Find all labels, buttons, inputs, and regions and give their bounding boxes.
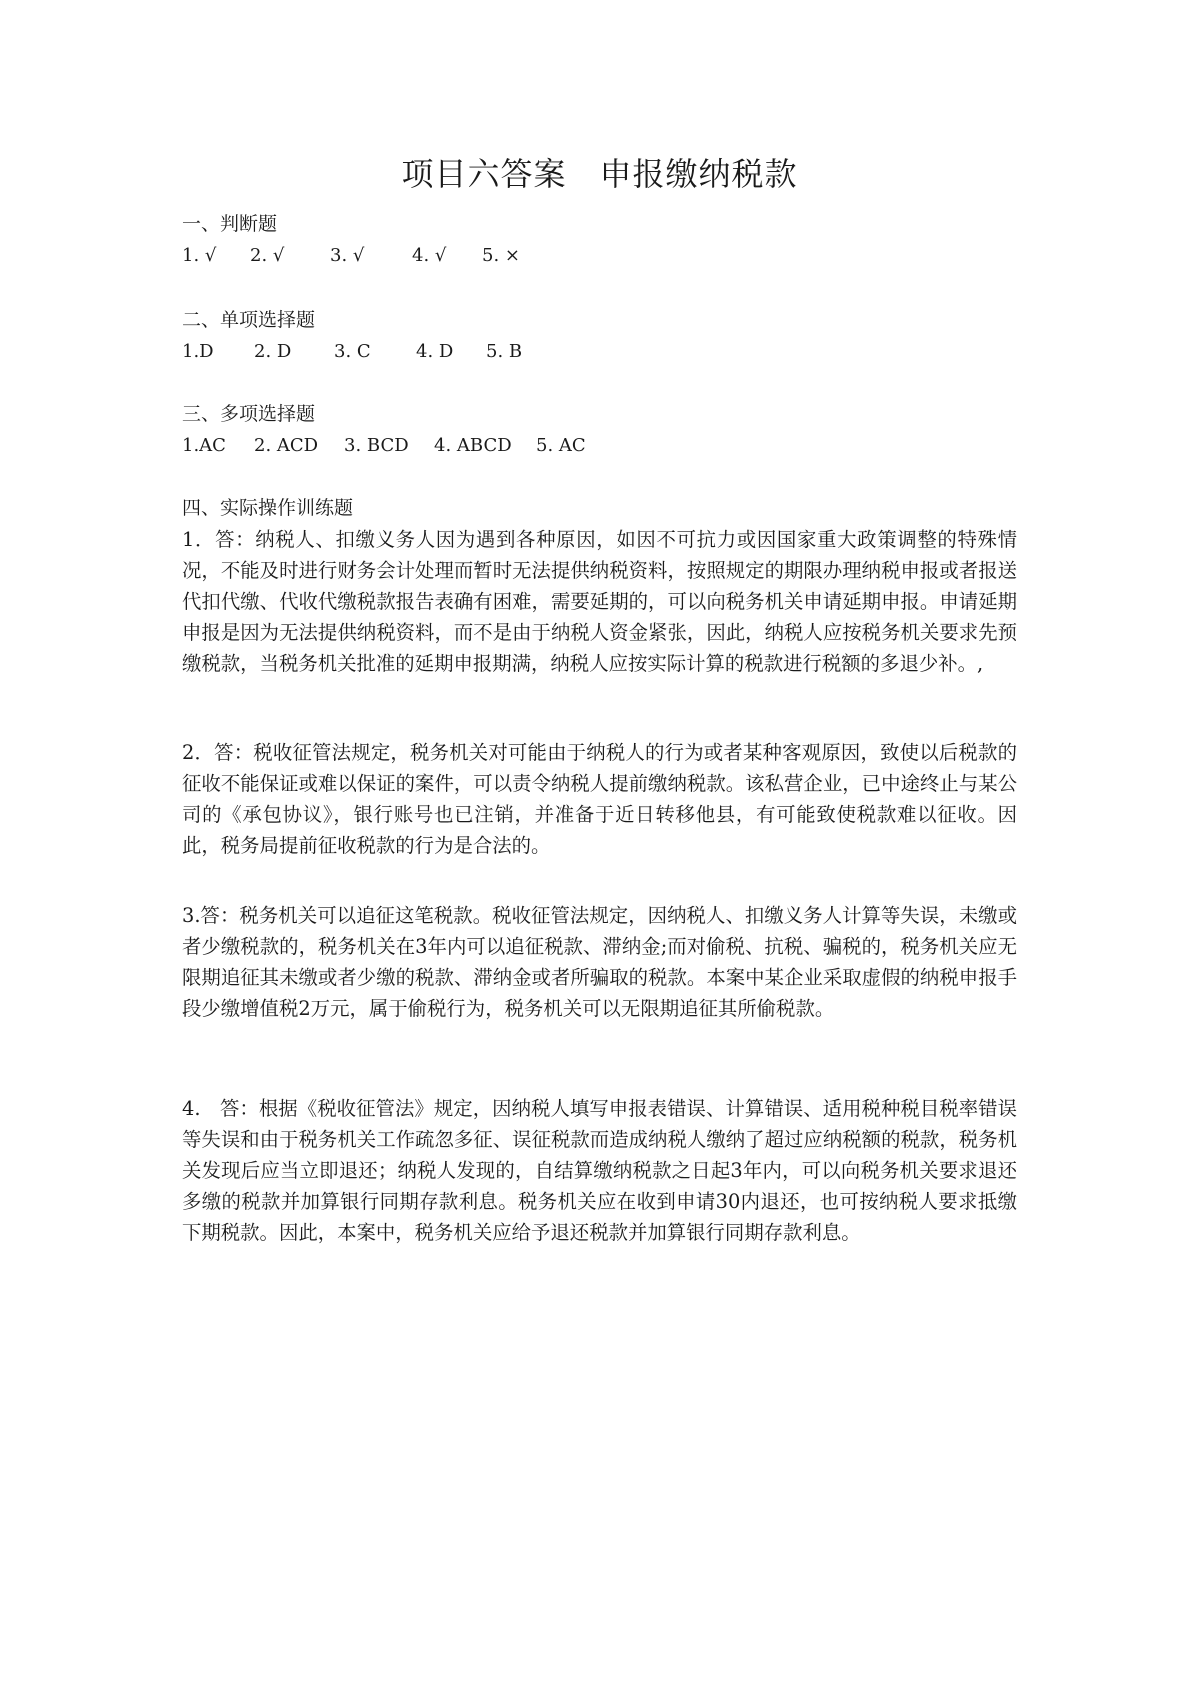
section-multiple-choice <box>182 398 1017 462</box>
answer-item: 4. D <box>416 341 454 362</box>
answer-block-3 <box>182 900 1017 1024</box>
section-practical-training <box>182 492 1017 679</box>
answer-paragraph-2: 2．答：税收征管法规定，税务机关对可能由于纳税人的行为或者某种客观原因，致使以后税款的征收不能保证或难以保证的案件，可以责令纳税人提前缴纳税款。该私营企业，已中途终止与某公司的《承包协议》，银行账号也已注销，并准备于近日转移他县，有可能致使税款难以征收。因此，税务局提前征收税款的行为是合法的。 <box>182 741 1017 857</box>
answer-item: 5. × <box>482 245 520 266</box>
answer-item: 1. √ <box>182 245 217 266</box>
answer-item: 3. BCD <box>344 435 409 456</box>
answer-paragraph-1: 1．答：纳税人、扣缴义务人因为遇到各种原因，如因不可抗力或因国家重大政策调整的特殊情况，不能及时进行财务会计处理而暂时无法提供纳税资料，按照规定的期限办理纳税申报或者报送代扣代缴、代收代缴税款报告表确有困难，需要延期的，可以向税务机关申请延期申报。申请延期申报是因为无法提供纳税资料，而不是由于纳税人资金紧张，因此，纳税人应按税务机关要求先预缴税款，当税务机关批准的延期申报期满，纳税人应按实际计算的税款进行税额的多退少补。, <box>182 528 1017 675</box>
section-heading: 四、实际操作训练题 <box>182 497 354 519</box>
answer-paragraph-3: 3.答：税务机关可以追征这笔税款。税收征管法规定，因纳税人、扣缴义务人计算等失误，未缴或者少缴税款的，税务机关在3年内可以追征税款、滞纳金;而对偷税、抗税、骗税的，税务机关应无限期追征其未缴或者少缴的税款、滞纳金或者所骗取的税款。本案中某企业采取虚假的纳税申报手段少缴增值税2万元，属于偷税行为，税务机关可以无限期追征其所偷税款。 <box>182 904 1017 1020</box>
answer-item: 4. ABCD <box>434 435 512 456</box>
answer-item: 2. D <box>254 341 292 362</box>
page-title: 项目六答案 申报缴纳税款 <box>401 155 798 193</box>
answer-item: 2. √ <box>250 245 285 266</box>
answer-item: 5. AC <box>536 435 586 456</box>
answer-item: 2. ACD <box>254 435 319 456</box>
answer-list <box>182 240 1017 272</box>
section-true-false <box>182 208 1017 272</box>
answer-item: 3. C <box>334 341 371 362</box>
section-heading: 一、判断题 <box>182 213 278 235</box>
answer-list <box>182 336 1017 368</box>
answer-paragraph-4: 4. 答：根据《税收征管法》规定，因纳税人填写申报表错误、计算错误、适用税种税目税率错误等失误和由于税务机关工作疏忽多征、误征税款而造成纳税人缴纳了超过应纳税额的税款，税务机关发现后应当立即退还；纳税人发现的，自结算缴纳税款之日起3年内，可以向税务机关要求退还多缴的税款并加算银行同期存款利息。税务机关应在收到申请30内退还，也可按纳税人要求抵缴下期税款。因此，本案中，税务机关应给予退还税款并加算银行同期存款利息。 <box>182 1097 1017 1244</box>
answer-item: 4. √ <box>412 245 447 266</box>
answer-list <box>182 430 1017 462</box>
answer-item: 1.AC <box>182 435 226 456</box>
answer-block-4 <box>182 1093 1017 1248</box>
answer-item: 1.D <box>182 341 214 362</box>
answer-item: 3. √ <box>330 245 365 266</box>
section-heading: 二、单项选择题 <box>182 309 316 331</box>
answer-block-2 <box>182 737 1017 861</box>
answer-item: 5. B <box>486 341 523 362</box>
section-single-choice <box>182 304 1017 368</box>
section-heading: 三、多项选择题 <box>182 403 316 425</box>
